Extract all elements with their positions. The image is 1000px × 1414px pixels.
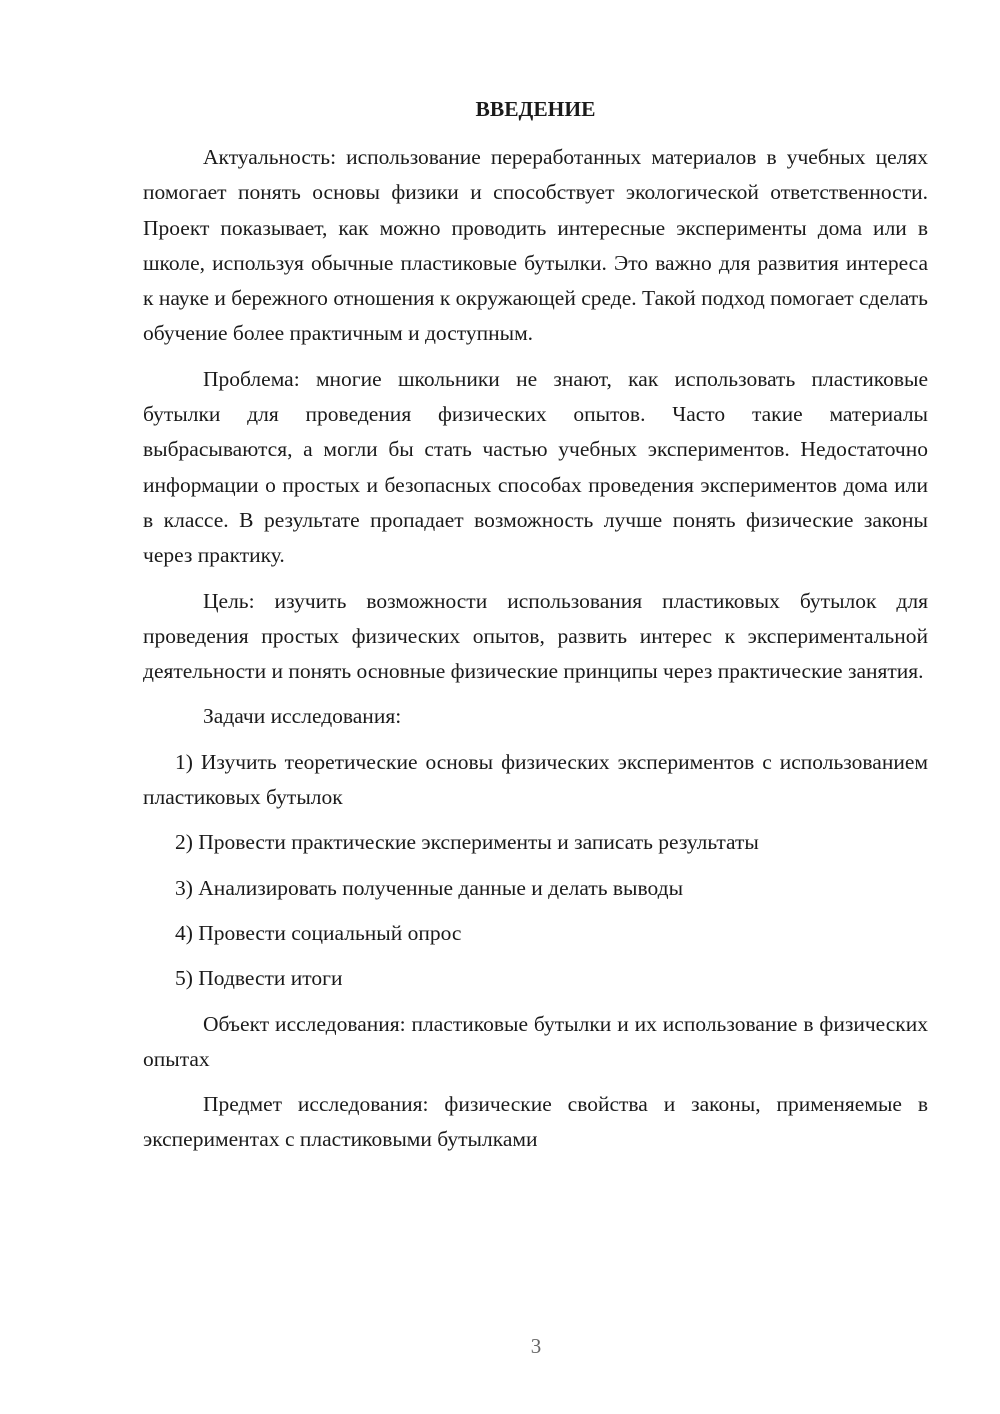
page-title: ВВЕДЕНИЕ: [475, 97, 596, 121]
list-item-task-5: 5) Подвести итоги: [175, 966, 343, 991]
paragraph-relevance: Актуальность: использование переработанных материалов в учебных целях помогает понять основы физики и способствует экологической ответственности. Проект показывает, как можно проводить интересные эксперименты дома или в школе, используя обычные пластиковые бутылки. Это важно для развития интереса к науке и бережного отношения к окружающей среде. Такой подход помогает сделать обучение более практичным и доступным.: [143, 145, 928, 346]
list-item-task-2: 2) Провести практические эксперименты и записать результаты: [175, 830, 759, 855]
paragraph-tasks-heading: Задачи исследования:: [203, 704, 402, 729]
list-item-task-3: 3) Анализировать полученные данные и делать выводы: [175, 875, 684, 900]
list-item-task-4: 4) Провести социальный опрос: [175, 920, 462, 945]
paragraph-subject: Предмет исследования: физические свойства и законы, применяемые в экспериментах с пластиковыми бутылками: [143, 1092, 928, 1152]
page-content: [143, 92, 928, 1158]
list-item-task-1: 1) Изучить теоретические основы физических экспериментов с использованием пластиковых бутылок: [143, 749, 928, 810]
paragraph-goal: Цель: изучить возможности использования пластиковых бутылок для проведения простых физических опытов, развить интерес к экспериментальной деятельности и понять основные физические принципы через практические занятия.: [143, 588, 928, 684]
paragraph-object: Объект исследования: пластиковые бутылки и их использование в физических опытах: [143, 1011, 928, 1071]
page-number: 3: [530, 1334, 542, 1358]
paragraph-problem: Проблема: многие школьники не знают, как использовать пластиковые бутылки для проведения физических опытов. Часто такие материалы выбрасываются, а могли бы стать частью учебных экспериментов. Недостаточно информации о простых и безопасных способах проведения экспериментов дома или в классе. В результате пропадает возможность лучше понять физические законы через практику.: [143, 366, 928, 568]
